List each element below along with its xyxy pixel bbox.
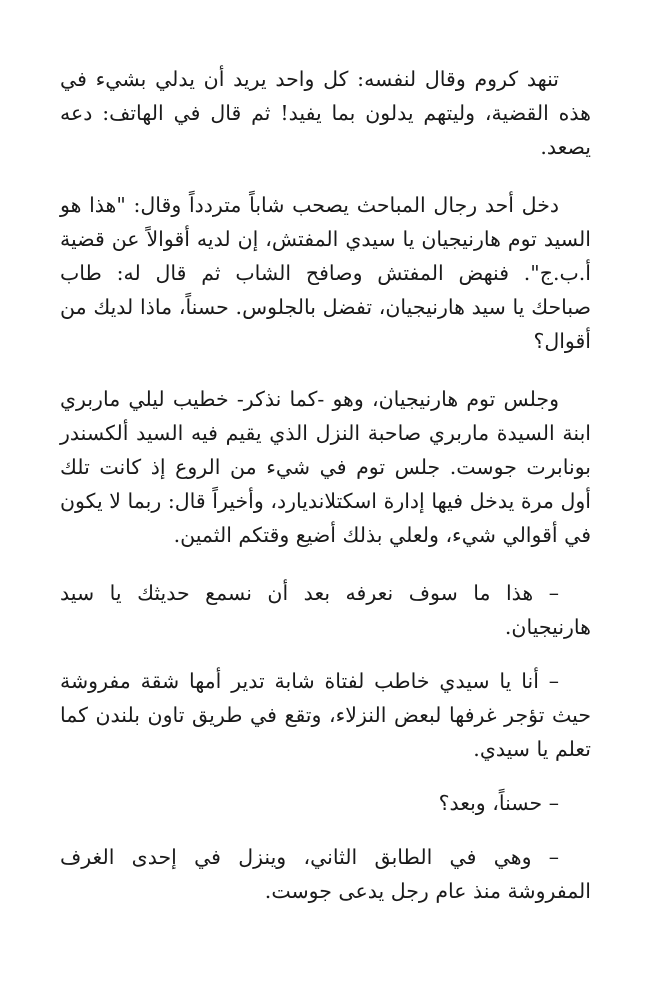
book-page	[60, 62, 591, 982]
paragraph-6: – حسناً، وبعد؟	[438, 791, 559, 815]
paragraph-4: – هذا ما سوف نعرفه بعد أن نسمع حديثك يا سيد هارنيجيان.	[60, 581, 591, 639]
paragraph-3: وجلس توم هارنيجيان، وهو -كما نذكر- خطيب ليلي ماربري ابنة السيدة ماربري صاحبة النزل الذي يقيم فيه السيد ألكسندر بونابرت جوست. جلس توم في شيء من الروع إذ كانت تلك أول مرة يدخل فيها إدارة اسكتلانديارد، وأخيراً قال: ربما لا يكون في أقوالي شيء، ولعلي بذلك أضيع وقتكم الثمين.	[60, 387, 591, 547]
paragraph-5: – أنا يا سيدي خاطب لفتاة شابة تدير أمها شقة مفروشة حيث تؤجر غرفها لبعض النزلاء، وتقع في طريق تاون بلندن كما تعلم يا سيدي.	[60, 669, 591, 761]
paragraph-2: دخل أحد رجال المباحث يصحب شاباً متردداً وقال: "هذا هو السيد توم هارنيجيان يا سيدي المفتش، إن لديه أقوالاً عن قضية أ.ب.ج". فنهض المفتش وصافح الشاب ثم قال له: طاب صباحك يا سيد هارنيجيان، تفضل بالجلوس. حسناً، ماذا لديك من أقوال؟	[60, 193, 591, 353]
paragraph-7: – وهي في الطابق الثاني، وينزل في إحدى الغرف المفروشة منذ عام رجل يدعى جوست.	[60, 845, 591, 903]
paragraph-1: تنهد كروم وقال لنفسه: كل واحد يريد أن يدلي بشيء في هذه القضية، وليتهم يدلون بما يفيد! ثم قال في الهاتف: دعه يصعد.	[60, 67, 591, 159]
